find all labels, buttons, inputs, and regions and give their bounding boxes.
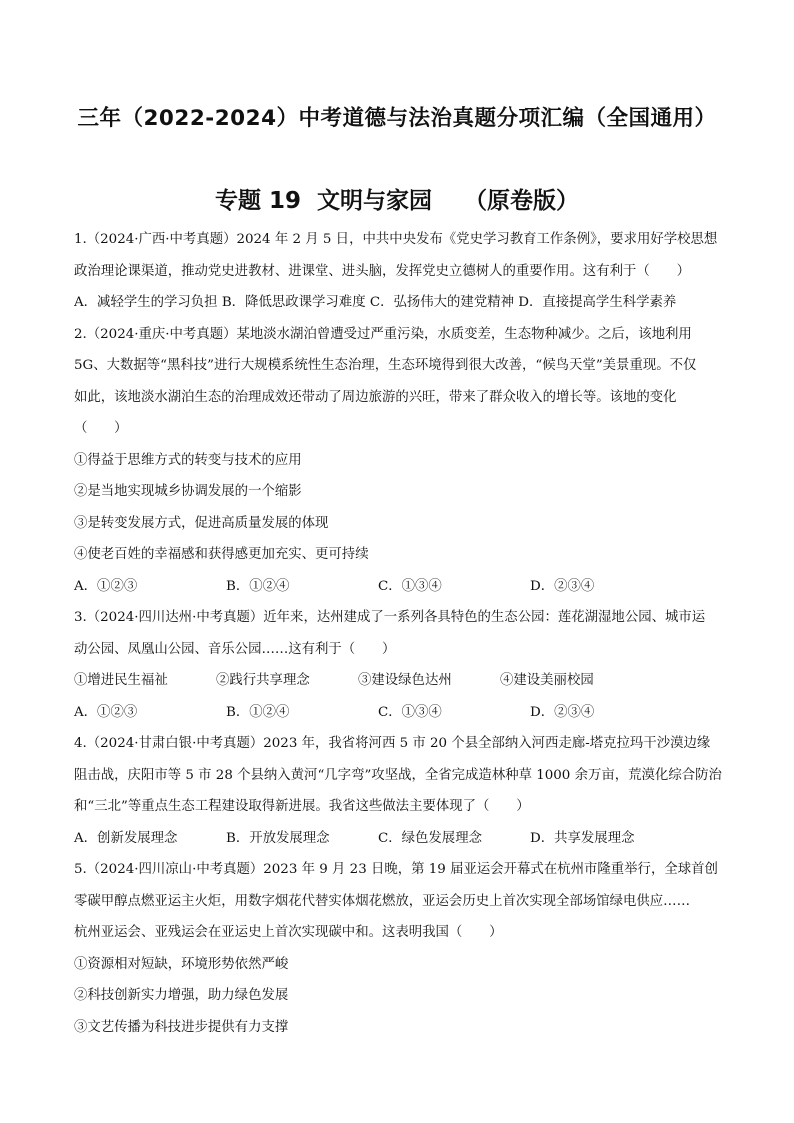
option-d: D．②③④ [530,578,595,594]
option-a: A．创新发展理念 [74,830,178,846]
option-c: C．绿色发展理念 [378,830,482,846]
option-b: B．①②④ [226,578,290,594]
statement: ③是转变发展方式，促进高质量发展的体现 [74,515,329,531]
statement: ③文艺传播为科技进步提供有力支撑 [74,1019,289,1035]
question-line: 2.（2024·重庆·中考真题）某地淡水湖泊曾遭受过严重污染，水质变差，生态物种减少。之后，该地利用 [74,326,692,342]
question-line: 5.（2024·四川凉山·中考真题）2023 年 9 月 23 日晚，第 19 届亚运会开幕式在杭州市隆重举行，全球首创 [74,862,718,877]
answer-options: A．减轻学生的学习负担 B．降低思政课学习难度 C．弘扬伟大的建党精神 D．直接提高学生科学素养 [74,295,677,310]
statement: ④使老百姓的幸福感和获得感更加充实、更可持续 [74,547,369,562]
statement: ②是当地实现城乡协调发展的一个缩影 [74,484,302,499]
option-c: C．①③④ [378,578,442,594]
statement: ④建设美丽校园 [500,673,594,688]
option-d: D．②③④ [530,704,595,720]
question-line: （ ） [74,421,128,436]
answer-options [74,697,724,729]
question-line: 和“三北”等重点生态工程建设取得新进展。我省这些做法主要体现了（ ） [74,799,530,814]
question-line: 阻击战，庆阳市等 5 市 28 个县纳入黄河“几字弯”攻坚战，全省完成造林种草 1000 余万亩，荒漠化综合防治 [74,767,722,783]
statement: ①得益于思维方式的转变与技术的应用 [74,452,302,468]
option-b: B．①②④ [226,704,290,720]
question-line: 如此，该地淡水湖泊生态的治理成效还带动了周边旅游的兴旺，带来了群众收入的增长等。该地的变化 [74,389,677,405]
statement: ②科技创新实力增强，助力绿色发展 [74,988,289,1003]
question-line: 1.（2024·广西·中考真题）2024 年 2 月 5 日，中共中央发布《党史学习教育工作条例》，要求用好学校思想 [74,232,718,247]
question-line: 零碳甲醇点燃亚运主火炬，用数字烟花代替实体烟花燃放，亚运会历史上首次实现全部场馆绿电供应…… [74,893,690,909]
option-a: A．①②③ [74,704,138,720]
statement-row [74,665,724,697]
question-line: 杭州亚运会、亚残运会在亚运史上首次实现碳中和。这表明我国（ ） [74,925,503,940]
statement: ③建设绿色达州 [358,673,452,688]
question-line: 5G、大数据等“黑科技”进行大规模系统性生态治理，生态环境得到很大改善，“候鸟天堂”美景重现。不仅 [74,358,697,373]
question-line: 3.（2024·四川达州·中考真题）近年来，达州建成了一系列各具特色的生态公园：莲花湖湿地公园、城市运 [74,610,706,625]
statement: ②践行共享理念 [216,673,310,688]
document-subtitle: 专题 19 文明与家园 （原卷版） [214,188,580,214]
question-4 [74,728,724,854]
question-line: 4.（2024·甘肃白银·中考真题）2023 年，我省将河西 5 市 20 个县全部纳入河西走廊-塔克拉玛干沙漠边缘 [74,736,711,751]
option-d: D．共享发展理念 [530,830,635,846]
question-3 [74,602,724,728]
question-list [74,224,724,1043]
option-b: B．开放发展理念 [226,830,330,846]
statement: ①资源相对短缺，环境形势依然严峻 [74,956,289,972]
question-2 [74,319,724,603]
question-1 [74,224,724,319]
option-c: C．①③④ [378,704,442,720]
statement: ①增进民生福祉 [74,673,168,688]
question-line: 动公园、凤凰山公园、音乐公园……这有利于（ ） [74,641,396,657]
answer-options [74,823,724,855]
question-5 [74,854,724,1043]
option-a: A．①②③ [74,578,138,594]
question-line: 政治理论课渠道，推动党史进教材、进课堂、进头脑，发挥党史立德树人的重要作用。这有利于（ ） [74,263,690,279]
answer-options [74,571,724,603]
document-title: 三年（2022-2024）中考道德与法治真题分项汇编（全国通用） [77,106,717,131]
